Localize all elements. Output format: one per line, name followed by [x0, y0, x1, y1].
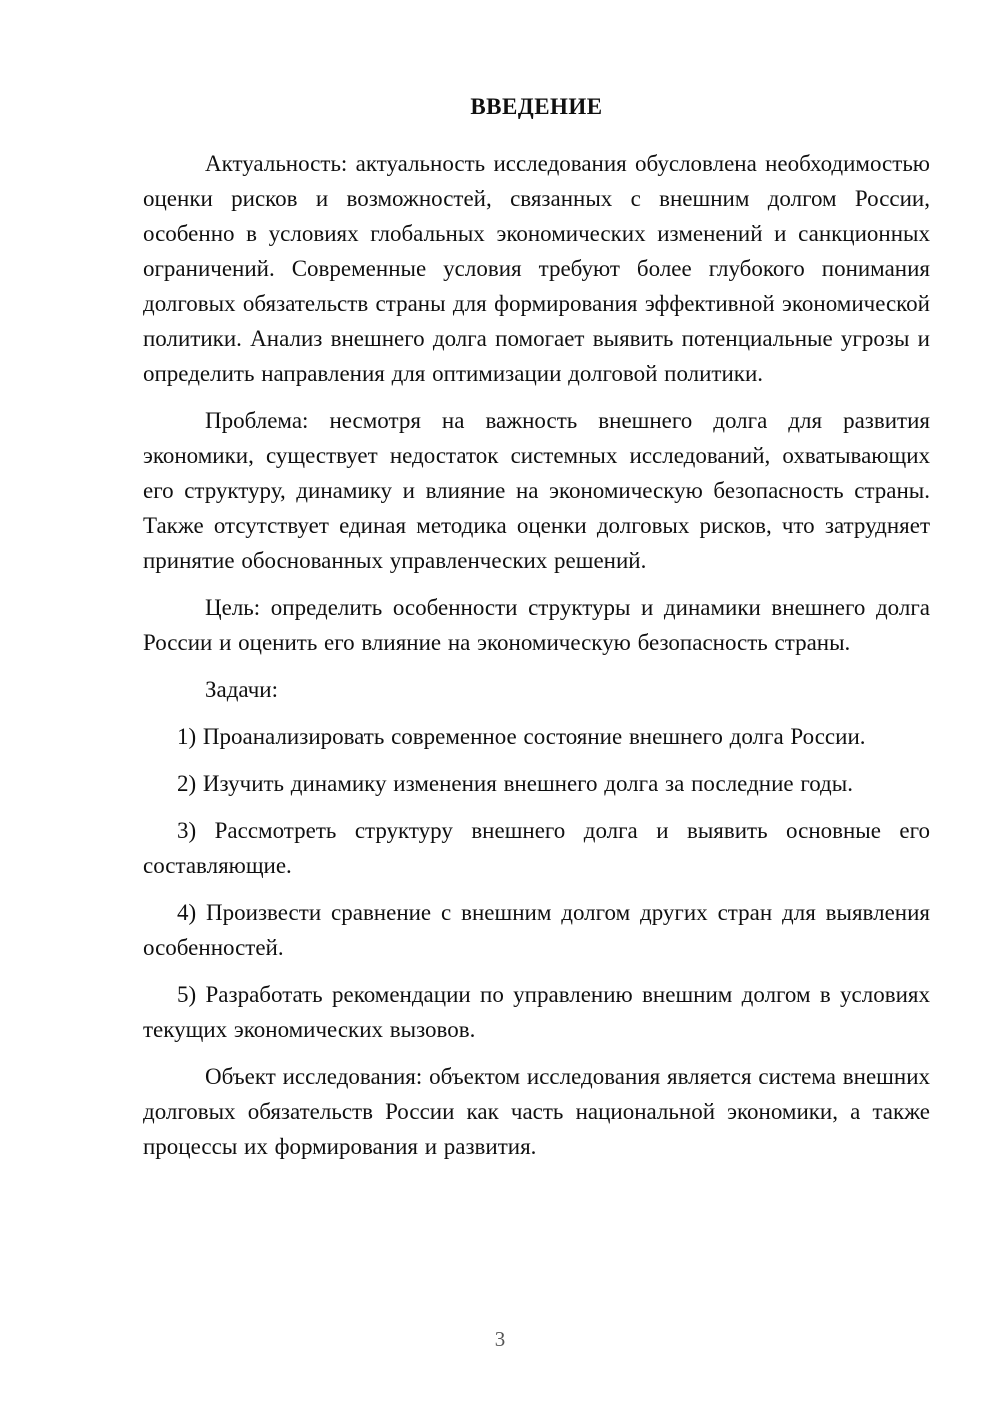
paragraph-zadachi-label: Задачи: — [205, 677, 278, 702]
task-item-1: 1) Проанализировать современное состояние внешнего долга России. — [177, 724, 866, 749]
task-item-2: 2) Изучить динамику изменения внешнего долга за последние годы. — [177, 771, 853, 796]
page-number: 3 — [494, 1327, 506, 1351]
task-item-3: 3) Рассмотреть структуру внешнего долга и выявить основные его составляющие. — [143, 818, 930, 878]
page-title: ВВЕДЕНИЕ — [470, 94, 603, 119]
task-item-5: 5) Разработать рекомендации по управлению внешним долгом в условиях текущих экономических вызовов. — [143, 982, 930, 1042]
paragraph-aktualnost: Актуальность: актуальность исследования обусловлена необходимостью оценки рисков и возможностей, связанных с внешним долгом России, особенно в условиях глобальных экономических изменений и санкционных ограничений. Современные условия требуют более глубокого понимания долговых обязательств страны для формирования эффективной экономической политики. Анализ внешнего долга помогает выявить потенциальные угрозы и определить направления для оптимизации долговой политики. — [143, 151, 930, 386]
paragraph-problema: Проблема: несмотря на важность внешнего долга для развития экономики, существует недостаток системных исследований, охватывающих его структуру, динамику и влияние на экономическую безопасность страны. Также отсутствует единая методика оценки долговых рисков, что затрудняет принятие обоснованных управленческих решений. — [143, 408, 930, 573]
task-item-4: 4) Произвести сравнение с внешним долгом других стран для выявления особенностей. — [143, 900, 930, 960]
paragraph-obekt: Объект исследования: объектом исследования является система внешних долговых обязательств России как часть национальной экономики, а также процессы их формирования и развития. — [143, 1064, 930, 1159]
paragraph-tsel: Цель: определить особенности структуры и динамики внешнего долга России и оценить его влияние на экономическую безопасность страны. — [143, 595, 930, 655]
